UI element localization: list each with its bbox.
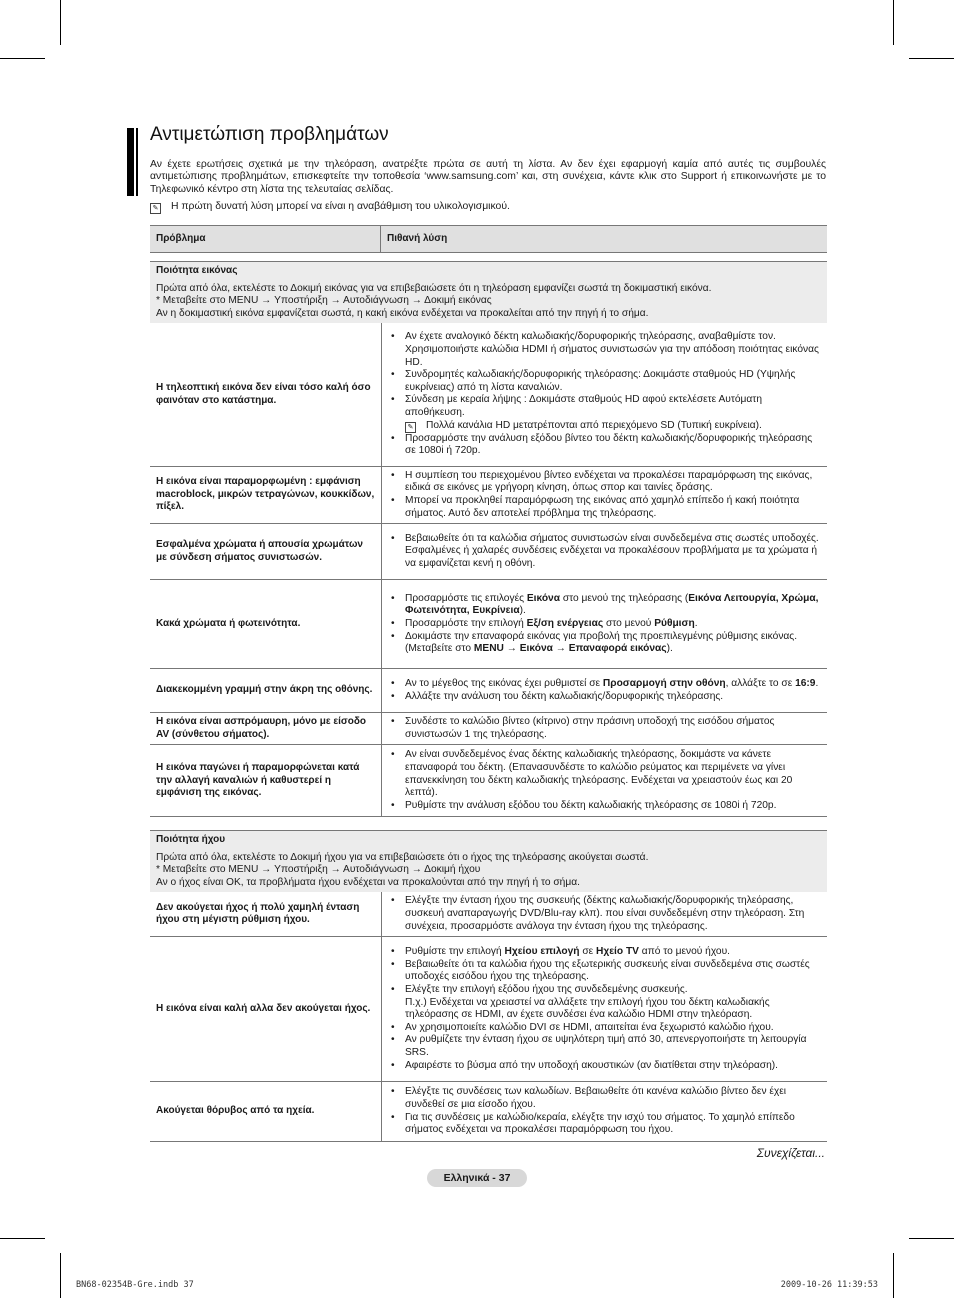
t: ).: [519, 605, 526, 617]
intro-text: Αν έχετε ερωτήσεις σχετικά με την τηλεόραση, ανατρέξτε πρώτα σε αυτή τη λίστα. Αν δεν έχει εφαρμογή καμία από αυτές τις συμβουλές αντιμετώπισης προβλημάτων, επισκεφτείτε την τοποθεσία ‘www.samsung.com’ και, στη συνέχεια, κάντε κλικ στο Support ή επικοινωνήστε με το Τηλεφωνικό κέντρο στη λίστα της τελευταίας σελίδας.: [150, 159, 826, 195]
t: Εικόνα: [526, 592, 560, 604]
solution-cell: [382, 580, 828, 669]
table-row: [150, 524, 827, 580]
t: Προσαρμόστε την επιλογή: [405, 617, 527, 629]
list-item: • Η συμπίεση του περιεχομένου βίντεο ενδέχεται να προκαλέσει παραμόρφωση της εικόνας, ειδικά σε εικόνες με γρήγορη κίνηση, όπως σπορ και ταινίες δράσης.: [390, 470, 821, 495]
sub-note: [390, 420, 821, 433]
t: στο μενού της τηλεόρασης (: [559, 592, 689, 604]
solution-cell: [382, 323, 828, 466]
list-item: • Συνδέστε το καλώδιο βίντεο (κίτρινο) στην πράσινη υποδοχή της εισόδου σήματος συνιστωσών 1 της τηλεόρασης.: [390, 716, 821, 741]
list-item: • Για τις συνδέσεις με καλώδιο/κεραία, ελέγξτε την ισχύ του σήματος. Το χαμηλό επίπεδο σήματος ενδέχεται να προκαλέσει παραμόρφωση του ήχου.: [390, 1112, 821, 1137]
section-menu-path: * Μεταβείτε στο MENU → Υποστήριξη → Αυτοδιάγνωση → Δοκιμή εικόνας: [156, 295, 492, 307]
t: από το μενού ήχου.: [638, 946, 730, 958]
table-row: [150, 892, 827, 936]
solution-cell: [382, 745, 828, 817]
problem-cell: Η εικόνα παγώνει ή παραμορφώνεται κατά την αλλαγή καναλιών ή καθυστερεί η εμφάνιση της εικόνας.: [150, 745, 382, 817]
t: 16:9: [795, 678, 816, 690]
problem-cell: Η εικόνα είναι παραμορφωμένη : εμφάνιση macroblock, μικρών τετραγώνων, κουκκίδων, πίξελ.: [150, 466, 382, 523]
picture-section: [150, 262, 827, 324]
sound-section: [150, 831, 827, 893]
section-intro: Πρώτα από όλα, εκτελέστε το Δοκιμή ήχου για να επιβεβαιώσετε ότι ο ήχος της τηλεόρασης ακούγεται σωστά.: [156, 851, 649, 863]
t: MENU → Εικόνα → Επαναφορά εικόνας: [473, 643, 667, 655]
list-item-text: Εσφαλμένες ή χαλαρές συνδέσεις ενδέχεται να προκαλέσουν προβλήματα με τα χρώματα ή να εμφανίζεται κενή η οθόνη.: [405, 545, 818, 570]
page-number: Ελληνικά - 37: [427, 1169, 527, 1187]
solution-cell: [382, 524, 828, 580]
list-item: • Αφαιρέστε το βύσμα από την υποδοχή ακουστικών (αν διατίθεται στην τηλεόραση).: [390, 1060, 821, 1073]
list-item: • Ρυθμίστε την ανάλυση εξόδου του δέκτη καλωδιακής τηλεόρασης σε 1080i ή 720p.: [390, 800, 821, 813]
sub-note-text: Πολλά κανάλια HD μετατρέπονται από περιεχόμενο SD (Τυπική ευκρίνεια).: [426, 419, 762, 431]
section-intro: Πρώτα από όλα, εκτελέστε το Δοκιμή εικόνας για να επιβεβαιώσετε ότι η τηλεόραση εμφανίζει σωστά τη δοκιμαστική εικόνα.: [156, 282, 712, 294]
list-item: [390, 631, 821, 656]
continued-label: Συνεχίζεται...: [756, 1146, 825, 1160]
t: σε: [579, 946, 596, 958]
note-text: Η πρώτη δυνατή λύση μπορεί να είναι η αναβάθμιση του υλικολογισμικού.: [171, 201, 510, 212]
t: Εξ/ση ενέργειας: [526, 617, 604, 629]
list-item: [390, 984, 821, 1022]
problem-cell: Ακούγεται θόρυβος από τα ηχεία.: [150, 1082, 382, 1142]
t: Ρύθμιση: [654, 617, 695, 629]
t: ).: [666, 643, 673, 655]
section-title: Ποιότητα εικόνας: [156, 265, 238, 276]
table-row: [150, 713, 827, 745]
list-item: • Προσαρμόστε την ανάλυση εξόδου βίντεο του δέκτη καλωδιακής/δορυφορικής τηλεόρασης σε 1080i ή 720p.: [390, 433, 821, 458]
picture-quality-table: [150, 261, 827, 817]
footer-file: BN68-02354B-Gre.indb 37: [76, 1280, 194, 1290]
table-row: [150, 466, 827, 523]
note-icon: ✎: [150, 203, 161, 214]
solution-cell: [382, 892, 828, 936]
crop-mark: [0, 58, 45, 59]
list-item: • Μπορεί να προκληθεί παραμόρφωση της εικόνας από χαμηλό επίπεδο ή κακή ποιότητα σήματος. Αυτό δεν αποτελεί πρόβλημα της τηλεόρασης.: [390, 495, 821, 520]
t: Π.χ.) Ενδέχεται να χρειαστεί να αλλάξετε την επιλογή ήχου του δέκτη καλωδιακής τηλεόρασης σε HDMI, αν έχετε συνδέσει ένα καλώδιο HDMI στην τηλεόραση.: [405, 996, 770, 1021]
t: Ελέγξτε την επιλογή εξόδου ήχου της συνδεδεμένης συσκευής.: [405, 983, 688, 995]
section-intro-note: Αν ο ήχος είναι OK, τα προβλήματα ήχου ενδέχεται να προκαλούνται από την πηγή ή το σήμα.: [156, 876, 580, 888]
crop-mark: [893, 0, 894, 45]
crop-mark: [909, 1238, 954, 1239]
list-item: [390, 593, 821, 618]
t: Προσαρμόστε τις επιλογές: [405, 592, 527, 604]
t: Προσαρμογή στην οθόνη: [602, 678, 726, 690]
t: Δοκιμάστε την επαναφορά εικόνας για προβολή της προεπιλεγμένης ρύθμισης εικόνας.: [405, 630, 798, 642]
table-row: [150, 1082, 827, 1142]
sound-quality-table: [150, 830, 827, 1142]
solution-cell: [382, 669, 828, 713]
t: στο μενού: [603, 617, 655, 629]
list-item: • Αν έχετε αναλογικό δέκτη καλωδιακής/δορυφορικής τηλεόρασης, αναβαθμίστε τον. Χρησιμοποιήστε καλώδια HDMI ή σήματος συνιστωσών για την απόδοση ποιότητας εικόνας HD.: [390, 331, 821, 369]
list-item: • Αν χρησιμοποιείτε καλώδιο DVI σε HDMI, απαιτείται ένα ξεχωριστό καλώδιο ήχου.: [390, 1022, 821, 1035]
note-icon: ✎: [405, 422, 416, 433]
header-solution: Πιθανή λύση: [381, 226, 828, 253]
crop-mark: [0, 1238, 45, 1239]
t: , αλλάξτε το σε: [725, 678, 796, 690]
problem-cell: Η τηλεοπτική εικόνα δεν είναι τόσο καλή όσο φαινόταν στο κατάστημα.: [150, 323, 382, 466]
crop-mark: [60, 0, 61, 45]
crop-mark: [60, 1253, 61, 1298]
problem-cell: Η εικόνα είναι ασπρόμαυρη, μόνο με είσοδο AV (σύνθετου σήματος).: [150, 713, 382, 745]
table-header: [150, 225, 827, 253]
table-row: [150, 669, 827, 713]
list-item: [390, 946, 821, 959]
table-row: [150, 580, 827, 669]
t: .: [815, 678, 819, 690]
title-accent-bar: [136, 128, 138, 196]
list-item: • Ελέγξτε τις συνδέσεις των καλωδίων. Βεβαιωθείτε ότι κανένα καλώδιο βίντεο δεν έχει συνδεθεί σε μια είσοδο ήχου.: [390, 1086, 821, 1111]
page-title: Αντιμετώπιση προβλημάτων: [150, 124, 389, 145]
note: [150, 201, 510, 214]
problem-cell: Εσφαλμένα χρώματα ή απουσία χρωμάτων με σύνδεση σήματος συνιστωσών.: [150, 524, 382, 580]
problem-cell: Δεν ακούγεται ήχος ή πολύ χαμηλή ένταση ήχου στη μέγιστη ρύθμιση ήχου.: [150, 892, 382, 936]
section-intro-note: Αν η δοκιμαστική εικόνα εμφανίζεται σωστά, η κακή εικόνα ενδέχεται να προκαλείται από την πηγή ή το σήμα.: [156, 307, 649, 319]
list-item: • Βεβαιωθείτε ότι τα καλώδια ήχου της εξωτερικής συσκευής είναι συνδεδεμένα στις σωστές υποδοχές εισόδου ήχου της τηλεόρασης.: [390, 959, 821, 984]
solution-cell: [382, 1082, 828, 1142]
table-row: [150, 745, 827, 817]
title-accent-bar: [127, 128, 134, 196]
problem-cell: Διακεκομμένη γραμμή στην άκρη της οθόνης.: [150, 669, 382, 713]
t: Εικόνα Λειτουργία, Χρώμα, Φωτεινότητα, Ευκρίνεια: [405, 592, 819, 617]
t: (Μεταβείτε στο: [405, 643, 474, 655]
t: Αν το μέγεθος της εικόνας έχει ρυθμιστεί σε: [405, 678, 603, 690]
crop-mark: [909, 58, 954, 59]
solution-cell: [382, 713, 828, 745]
t: Ηχείου επιλογή: [504, 946, 580, 958]
list-item: • Συνδρομητές καλωδιακής/δορυφορικής τηλεόρασης: Δοκιμάστε σταθμούς HD (Υψηλής ευκρίνειας) από τη λίστα καναλιών.: [390, 369, 821, 394]
table-row: [150, 937, 827, 1082]
list-item: [390, 678, 821, 691]
list-item: [390, 618, 821, 631]
header-problem: Πρόβλημα: [150, 226, 381, 253]
list-item: [390, 533, 821, 571]
footer-date: 2009-10-26 11:39:53: [780, 1280, 878, 1290]
t: .: [694, 617, 698, 629]
crop-mark: [893, 1253, 894, 1298]
list-item: • Αν ρυθμίζετε την ένταση ήχου σε υψηλότερη τιμή από 30, απενεργοποιήστε τη λειτουργία SRS.: [390, 1034, 821, 1059]
problem-cell: Η εικόνα είναι καλή αλλα δεν ακούγεται ήχος.: [150, 937, 382, 1082]
section-menu-path: * Μεταβείτε στο MENU → Υποστήριξη → Αυτοδιάγνωση → Δοκιμή ήχου: [156, 864, 481, 876]
table-row: [150, 323, 827, 466]
t: Ηχείο TV: [596, 946, 639, 958]
t: Ρυθμίστε την επιλογή: [405, 946, 505, 958]
list-item: • Ελέγξτε την ένταση ήχου της συσκευής (δέκτης καλωδιακής/δορυφορικής τηλεόρασης, συσκευή αναπαραγωγής DVD/Blu-ray κλπ). που είναι συνδεδεμένη στην τηλεόραση. Στη συνέχεια, προσαρμόστε ανάλογα την ένταση ήχου της τηλεόρασης.: [390, 895, 821, 933]
solution-cell: [382, 937, 828, 1082]
list-item: • Σύνδεση με κεραία λήψης : Δοκιμάστε σταθμούς HD αφού εκτελέσετε Αυτόματη αποθήκευση.: [390, 394, 821, 419]
solution-cell: [382, 466, 828, 523]
list-item: • Αλλάξτε την ανάλυση του δέκτη καλωδιακής/δορυφορικής τηλεόρασης.: [390, 691, 821, 704]
list-item-text: Βεβαιωθείτε ότι τα καλώδια σήματος συνιστωσών είναι συνδεδεμένα στις σωστές υποδοχές.: [405, 532, 819, 544]
problem-cell: Κακά χρώματα ή φωτεινότητα.: [150, 580, 382, 669]
list-item: • Αν είναι συνδεδεμένος ένας δέκτης καλωδιακής τηλεόρασης, δοκιμάστε να κάνετε επαναφορά του δέκτη. (Επανασυνδέστε το καλώδιο ρεύματος και περιμένετε να γίνει επανεκκίνηση του δέκτη καλωδιακής τηλεόρασης. Ενδέχεται να χρειαστούν έως και 20 λεπτά).: [390, 749, 821, 799]
section-title: Ποιότητα ήχου: [156, 834, 226, 845]
